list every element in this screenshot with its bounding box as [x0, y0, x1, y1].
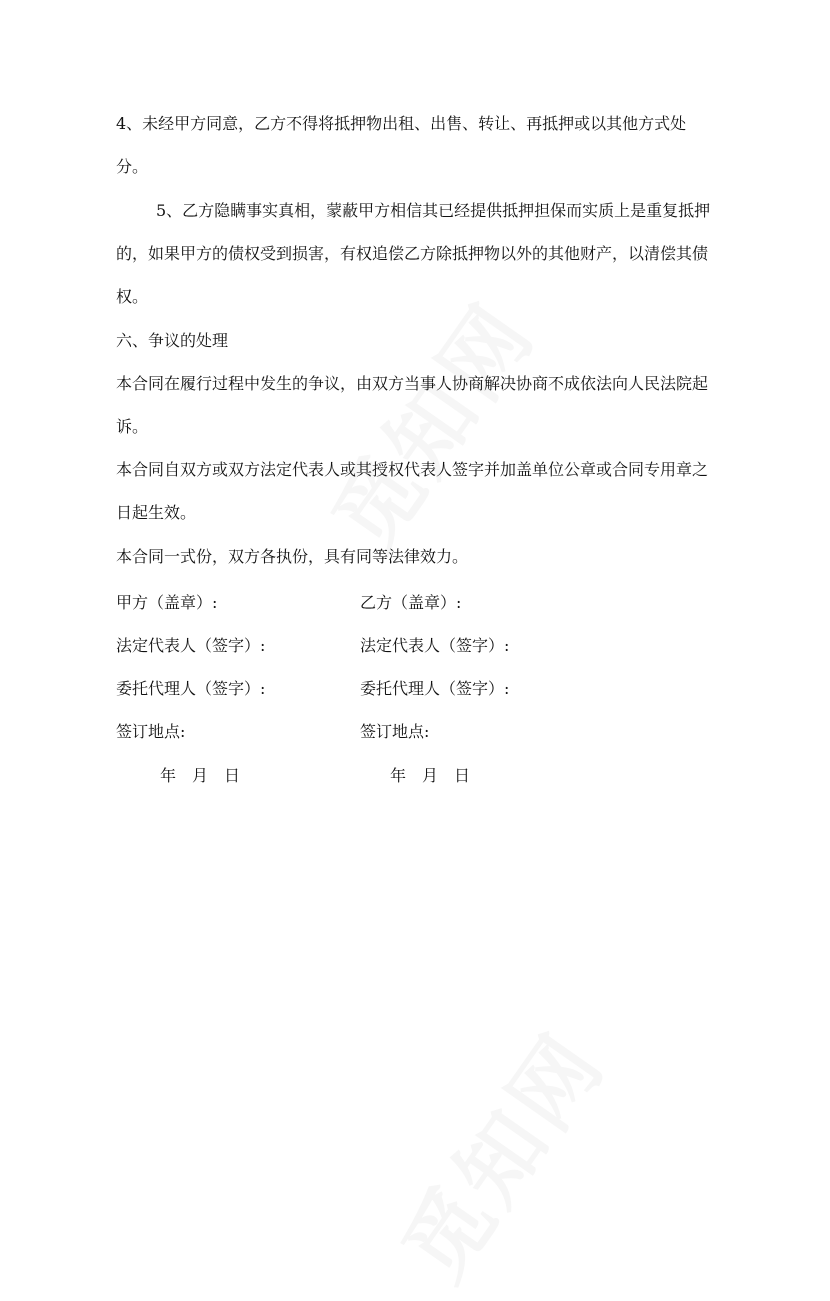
party-a-date: 年 月 日 [160, 766, 241, 785]
clause-5: 5、乙方隐瞒事实真相，蒙蔽甲方相信其已经提供抵押担保而实质上是重复抵押的，如果甲方的债权受到损害，有权追偿乙方除抵押物以外的其他财产，以清偿其债权。 [116, 201, 711, 306]
party-a-agent: 委托代理人（签字）: [116, 679, 266, 698]
party-b-date: 年 月 日 [390, 766, 471, 785]
party-b-agent: 委托代理人（签字）: [360, 679, 510, 698]
section-heading: 六、争议的处理 [116, 331, 229, 350]
party-b-legal-rep: 法定代表人（签字）: [360, 636, 510, 655]
party-a-seal: 甲方（盖章）: [116, 593, 218, 612]
party-a-place: 签订地点: [116, 722, 186, 741]
effect-paragraph: 本合同自双方或双方法定代表人或其授权代表人签字并加盖单位公章或合同专用章之日起生效。 [116, 460, 709, 522]
dispute-paragraph: 本合同在履行过程中发生的争议，由双方当事人协商解决协商不成依法向人民法院起诉。 [116, 374, 709, 436]
party-b-place: 签订地点: [360, 722, 430, 741]
clause-4: 4、未经甲方同意，乙方不得将抵押物出租、出售、转让、再抵押或以其他方式处分。 [116, 114, 687, 176]
copies-paragraph: 本合同一式份，双方各执份，具有同等法律效力。 [116, 547, 469, 566]
watermark [368, 1003, 628, 1300]
party-a-legal-rep: 法定代表人（签字）: [116, 636, 266, 655]
party-b-seal: 乙方（盖章）: [360, 593, 462, 612]
